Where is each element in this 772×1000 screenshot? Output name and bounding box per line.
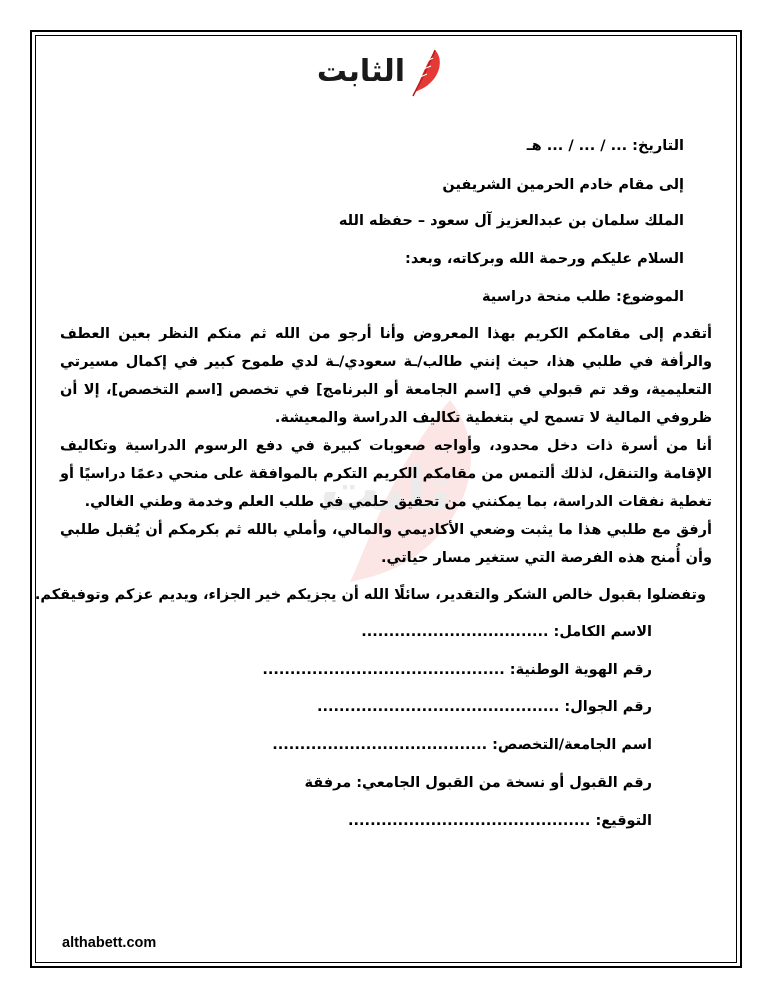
- greeting-line: السلام عليكم ورحمة الله وبركاته، وبعد:: [405, 251, 684, 267]
- logo-text: الثابت: [316, 54, 405, 89]
- university-field: اسم الجامعة/التخصص: .......................................: [272, 737, 652, 753]
- logo: [316, 48, 445, 98]
- date-line: التاريخ: ... / ... / ... هـ: [526, 138, 684, 154]
- subject-line: الموضوع: طلب منحة دراسية: [482, 289, 684, 305]
- acceptance-field: رقم القبول أو نسخة من القبول الجامعي: مرفقة: [304, 775, 652, 791]
- closing-line: وتفضلوا بقبول خالص الشكر والتقدير، سائلًا الله أن يجزيكم خير الجزاء، ويديم عزكم وتوفيقكم.: [34, 587, 706, 603]
- recipient-line-2: الملك سلمان بن عبدالعزيز آل سعود – حفظه الله: [338, 213, 684, 229]
- recipient-line-1: إلى مقام خادم الحرمين الشريفين: [442, 177, 684, 193]
- paragraph-2: أنا من أسرة ذات دخل محدود، وأواجه صعوبات كبيرة في دفع الرسوم الدراسية وتكاليف الإقامة والتنقل، لذلك ألتمس من مقامكم الكريم التكرم بالموافقة على منحي دعمًا دراسيًا أو تغطية نفقات الدراسة، بما يمكنني من تحقيق حلمي في طلب العلم وخدمة وطني الغالي.: [60, 438, 712, 510]
- website-link[interactable]: althabett.com: [62, 935, 157, 951]
- mobile-field: رقم الجوال: ............................................: [317, 699, 652, 715]
- paragraph-1: أتقدم إلى مقامكم الكريم بهذا المعروض وأنا أرجو من الله ثم منكم النظر بعين العطف والرأفة في طلبي هذا، حيث إنني طالب/ـة سعودي/ـة لدي طموح كبير في إكمال مسيرتي التعليمية، وقد تم قبولي في [اسم الجامعة أو البرنامج] في تخصص [اسم التخصص]، إلا أن ظروفي المالية لا تسمح لي بتغطية تكاليف الدراسة والمعيشة.: [60, 326, 712, 426]
- paragraph-3: أرفق مع طلبي هذا ما يثبت وضعي الأكاديمي والمالي، وأملي بالله ثم بكرمكم أن يُقبل طلبي وأن أُمنح هذه الفرصة التي ستغير مسار حياتي.: [60, 522, 712, 566]
- full-name-field: الاسم الكامل: ..................................: [361, 624, 652, 640]
- feather-icon: [405, 48, 445, 98]
- national-id-field: رقم الهوية الوطنية: ............................................: [262, 662, 652, 678]
- signature-field: التوقيع: ............................................: [348, 813, 652, 829]
- svg-text:ثابت: ثابت: [320, 455, 452, 525]
